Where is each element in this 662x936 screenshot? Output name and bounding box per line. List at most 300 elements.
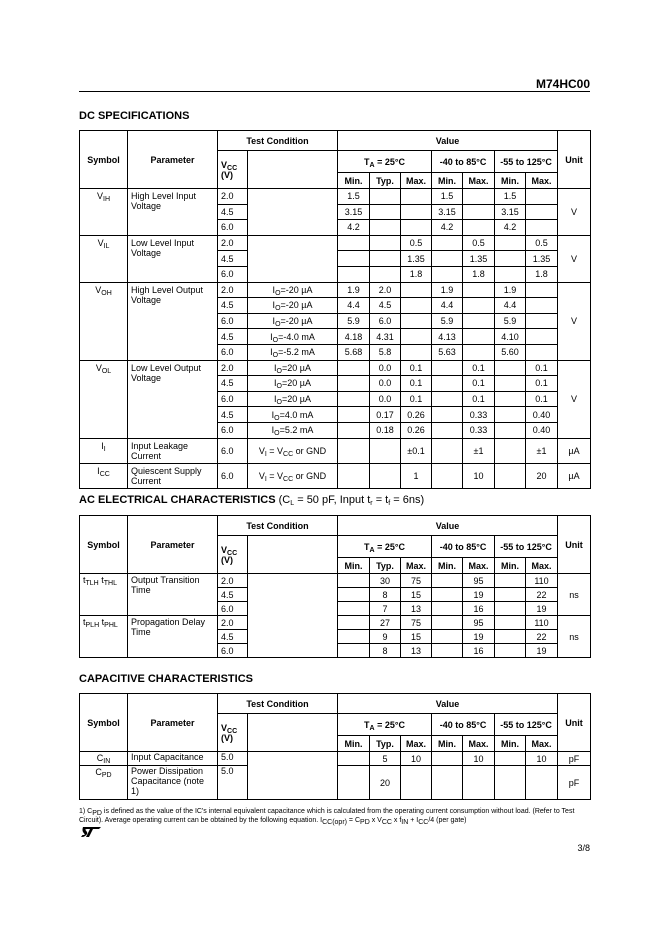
col-min-header: Min. — [495, 173, 526, 189]
vcc-cell: 6.0 — [218, 391, 248, 407]
range-125-header: -55 to 125°C — [495, 714, 558, 736]
value-cell: 15 — [401, 588, 432, 602]
parameter-cell: Input Leakage Current — [128, 438, 218, 463]
condition-cell — [248, 298, 338, 314]
value-cell: 110 — [526, 574, 558, 588]
value-cell: 1.5 — [495, 189, 526, 205]
value-cell: 5.9 — [495, 313, 526, 329]
value-cell — [432, 376, 463, 392]
cap-row — [80, 752, 591, 766]
value-cell — [370, 266, 401, 282]
parameter-header: Parameter — [128, 694, 218, 752]
condition-cell — [248, 376, 338, 392]
unit-cell: pF — [558, 766, 591, 800]
value-cell: 1.8 — [463, 266, 495, 282]
value-cell — [338, 574, 370, 588]
test-condition-header: Test Condition — [218, 131, 338, 151]
value-cell — [432, 574, 463, 588]
value-cell — [338, 588, 370, 602]
ta-label: T — [364, 541, 370, 552]
parameter-cell: Quiescent Supply Current — [128, 463, 218, 488]
unit-cell: V — [558, 235, 591, 282]
vcc-header — [218, 536, 248, 574]
condition-sub: O — [274, 414, 280, 422]
value-cell: 19 — [463, 588, 495, 602]
condition-value: =20 µA — [282, 378, 311, 389]
condition-value: =4.0 mA — [279, 409, 314, 420]
dc-row — [80, 235, 591, 251]
value-cell: 5.9 — [432, 313, 463, 329]
symbol-header: Symbol — [80, 131, 128, 189]
value-cell — [432, 360, 463, 376]
vcc-header — [218, 714, 248, 752]
unit-cell: ns — [558, 616, 591, 658]
condition-cell — [248, 189, 338, 236]
value-cell: 0.1 — [401, 376, 432, 392]
condition-sub: O — [276, 383, 282, 391]
value-cell: 4.4 — [432, 298, 463, 314]
parameter-cell: Propagation Delay Time — [128, 616, 218, 658]
value-cell — [432, 422, 463, 438]
ac-section-title — [79, 494, 424, 506]
vcc-cell: 4.5 — [218, 204, 248, 220]
parameter-cell: High Level Output Voltage — [128, 282, 218, 360]
vcc-cell: 5.0 — [218, 752, 248, 766]
value-cell: 20 — [526, 463, 558, 488]
value-cell: 0.0 — [370, 391, 401, 407]
value-cell — [495, 752, 526, 766]
symbol-sub: I — [103, 445, 106, 453]
symbol-text: V — [95, 284, 102, 295]
condition-value: or GND — [293, 445, 327, 456]
header-rule — [79, 91, 590, 92]
value-cell: ±1 — [463, 438, 495, 463]
value-cell — [526, 282, 558, 298]
value-cell: 10 — [401, 752, 432, 766]
unit-cell: V — [558, 282, 591, 360]
value-cell: 110 — [526, 616, 558, 630]
vcc-cell: 6.0 — [218, 422, 248, 438]
value-cell — [526, 220, 558, 236]
col-min-header: Min. — [432, 173, 463, 189]
value-cell — [432, 463, 463, 488]
value-cell — [495, 588, 526, 602]
value-cell — [495, 376, 526, 392]
condition-sub: I — [264, 450, 267, 458]
ac-title-text: AC ELECTRICAL CHARACTERISTICS — [79, 494, 276, 506]
value-cell — [526, 298, 558, 314]
value-cell — [338, 630, 370, 644]
symbol-text: I — [101, 440, 104, 451]
value-cell: 0.17 — [370, 407, 401, 423]
value-cell: 0.5 — [526, 235, 558, 251]
value-cell: 4.31 — [370, 329, 401, 345]
value-cell: 1.8 — [401, 266, 432, 282]
value-cell: 9 — [370, 630, 401, 644]
value-cell — [401, 329, 432, 345]
value-cell — [463, 344, 495, 360]
value-cell — [432, 235, 463, 251]
condition-text: I — [272, 300, 276, 311]
value-cell: 0.1 — [401, 391, 432, 407]
value-cell — [370, 204, 401, 220]
value-cell: 0.1 — [463, 391, 495, 407]
value-cell: 0.33 — [463, 407, 495, 423]
value-cell: 1.8 — [526, 266, 558, 282]
value-cell: 13 — [401, 644, 432, 658]
value-cell: 10 — [526, 752, 558, 766]
value-cell — [338, 407, 370, 423]
cap-section-title: CAPACITIVE CHARACTERISTICS — [79, 673, 253, 685]
condition-cell — [248, 329, 338, 345]
vcc-cell: 2.0 — [218, 360, 248, 376]
symbol-cell — [80, 752, 128, 766]
value-cell: 0.0 — [370, 376, 401, 392]
value-cell — [495, 360, 526, 376]
parameter-cell: Power Dissipation Capacitance (note 1) — [128, 766, 218, 800]
value-cell — [495, 630, 526, 644]
value-cell: 0.0 — [370, 360, 401, 376]
value-cell: 0.5 — [463, 235, 495, 251]
col-max-header: Max. — [526, 558, 558, 574]
col-max-header: Max. — [463, 736, 495, 752]
value-cell — [401, 298, 432, 314]
vcc-label: V — [221, 159, 228, 170]
vcc-sub: CC — [227, 549, 238, 557]
condition-cell — [248, 407, 338, 423]
unit-cell: pF — [558, 752, 591, 766]
col-typ-header: Typ. — [370, 736, 401, 752]
condition-value: =20 µA — [282, 394, 311, 405]
value-cell — [463, 766, 495, 800]
condition-text: I — [274, 394, 277, 405]
condition-cell — [248, 574, 338, 658]
vcc-cell: 2.0 — [218, 189, 248, 205]
vcc-cell: 4.5 — [218, 251, 248, 267]
value-cell: 3.15 — [495, 204, 526, 220]
value-cell — [401, 766, 432, 800]
col-min-header: Min. — [338, 736, 370, 752]
condition-sub: O — [272, 352, 279, 360]
value-cell — [495, 266, 526, 282]
condition-sub: O — [275, 289, 281, 297]
value-cell — [432, 438, 463, 463]
vcc-cell: 4.5 — [218, 298, 248, 314]
ta-25-header — [338, 536, 432, 558]
value-cell — [463, 204, 495, 220]
value-cell: 1 — [401, 463, 432, 488]
value-cell — [338, 251, 370, 267]
value-cell — [526, 766, 558, 800]
condition-cell — [248, 344, 338, 360]
dc-row — [80, 360, 591, 376]
value-cell — [495, 407, 526, 423]
part-number: M74HC00 — [535, 77, 590, 91]
ta-25-header — [338, 151, 432, 173]
symbol-sub: CC — [99, 470, 110, 478]
value-cell: 4.4 — [338, 298, 370, 314]
value-cell: 0.1 — [463, 360, 495, 376]
value-cell — [463, 298, 495, 314]
value-cell: 0.26 — [401, 407, 432, 423]
range-125-header: -55 to 125°C — [495, 536, 558, 558]
value-cell: 0.1 — [526, 376, 558, 392]
symbol-cell — [80, 438, 128, 463]
value-cell — [495, 251, 526, 267]
value-cell: 4.10 — [495, 329, 526, 345]
value-cell: 1.9 — [338, 282, 370, 298]
range-85-header: -40 to 85°C — [432, 151, 495, 173]
col-max-header: Max. — [401, 558, 432, 574]
condition-value: =-20 µA — [280, 300, 313, 311]
value-cell: 3.15 — [432, 204, 463, 220]
value-cell — [401, 282, 432, 298]
value-cell — [338, 235, 370, 251]
condition-cell — [248, 313, 338, 329]
value-cell — [432, 251, 463, 267]
condition-value: =5.2 mA — [279, 425, 314, 436]
vcc-cell: 6.0 — [218, 266, 248, 282]
value-cell: 22 — [526, 588, 558, 602]
condition-blank-header — [248, 536, 338, 574]
value-cell: 0.1 — [526, 391, 558, 407]
ac-test-conditions: ($C_L = 50$ pF, Input $t_r = t_f = 6ns$) — [278, 494, 425, 507]
condition-sub: CC — [283, 475, 294, 483]
ta-sub: A — [369, 724, 375, 732]
unit-cell: V — [558, 189, 591, 236]
value-cell: 15 — [401, 630, 432, 644]
value-cell — [370, 220, 401, 236]
value-cell: 5.9 — [338, 313, 370, 329]
value-cell — [495, 391, 526, 407]
value-cell: 4.2 — [495, 220, 526, 236]
parameter-cell: Input Capacitance — [128, 752, 218, 766]
unit-header: Unit — [558, 516, 591, 574]
col-max-header: Max. — [401, 173, 432, 189]
parameter-header: Parameter — [128, 131, 218, 189]
value-cell: 1.5 — [338, 189, 370, 205]
value-cell — [526, 329, 558, 345]
value-cell: 75 — [401, 616, 432, 630]
vcc-unit: (V) — [221, 169, 233, 180]
unit-cell: V — [558, 360, 591, 438]
symbol-text: t — [99, 617, 105, 627]
symbol-sub: OH — [101, 289, 112, 297]
value-cell: 5 — [370, 752, 401, 766]
value-cell — [338, 463, 370, 488]
condition-sub: O — [276, 399, 282, 407]
value-cell: 0.18 — [370, 422, 401, 438]
value-cell — [432, 602, 463, 616]
value-cell: 4.2 — [338, 220, 370, 236]
condition-sub: O — [274, 430, 280, 438]
value-cell: 20 — [370, 766, 401, 800]
condition-blank-header — [248, 714, 338, 752]
parameter-cell: High Level Input Voltage — [128, 189, 218, 236]
unit-header: Unit — [558, 694, 591, 752]
symbol-cell — [80, 189, 128, 236]
condition-value: = V — [266, 470, 284, 481]
value-cell — [401, 220, 432, 236]
condition-text: V — [258, 445, 265, 456]
condition-value: =20 µA — [282, 362, 311, 373]
dc-row — [80, 438, 591, 463]
value-cell — [370, 189, 401, 205]
symbol-cell — [80, 282, 128, 360]
vcc-cell: 5.0 — [218, 766, 248, 800]
value-cell — [526, 204, 558, 220]
ta-sub: A — [369, 161, 375, 169]
symbol-text: V — [96, 191, 103, 201]
col-min-header: Min. — [495, 736, 526, 752]
symbol-cell — [80, 766, 128, 800]
value-cell — [401, 344, 432, 360]
value-cell: 5.8 — [370, 344, 401, 360]
value-cell — [338, 360, 370, 376]
value-cell: 0.1 — [401, 360, 432, 376]
vcc-cell: 2.0 — [218, 574, 248, 588]
value-cell — [338, 422, 370, 438]
vcc-label: V — [221, 544, 228, 555]
value-cell — [495, 463, 526, 488]
value-cell — [495, 766, 526, 800]
value-cell — [432, 644, 463, 658]
value-header: Value — [338, 694, 558, 714]
condition-text: I — [271, 425, 275, 436]
value-cell: 1.9 — [495, 282, 526, 298]
col-max-header: Max. — [526, 736, 558, 752]
vcc-cell: 2.0 — [218, 616, 248, 630]
vcc-cell: 6.0 — [218, 220, 248, 236]
symbol-text: t — [83, 617, 86, 627]
ac-row — [80, 574, 591, 588]
col-min-header: Min. — [338, 173, 370, 189]
condition-text: I — [272, 284, 276, 295]
condition-value: = V — [266, 445, 284, 456]
value-cell — [495, 574, 526, 588]
value-cell: 5.60 — [495, 344, 526, 360]
unit-cell: ns — [558, 574, 591, 616]
dc-row — [80, 282, 591, 298]
unit-cell: µA — [558, 438, 591, 463]
value-cell — [401, 204, 432, 220]
symbol-sub: IH — [103, 196, 110, 203]
symbol-cell — [80, 574, 128, 616]
col-typ-header: Typ. — [370, 173, 401, 189]
value-cell: 13 — [401, 602, 432, 616]
value-cell — [432, 266, 463, 282]
value-cell: 2.0 — [370, 282, 401, 298]
value-cell: 95 — [463, 616, 495, 630]
value-cell: 19 — [463, 630, 495, 644]
value-cell — [338, 766, 370, 800]
value-cell — [463, 189, 495, 205]
symbol-sub: PLH — [85, 622, 100, 629]
symbol-header: Symbol — [80, 516, 128, 574]
vcc-cell: 4.5 — [218, 329, 248, 345]
col-min-header: Min. — [495, 558, 526, 574]
symbol-sub: PD — [101, 772, 112, 779]
value-cell — [432, 391, 463, 407]
vcc-cell: 4.5 — [218, 630, 248, 644]
value-cell: 0.1 — [526, 360, 558, 376]
symbol-cell — [80, 360, 128, 438]
value-cell: 4.13 — [432, 329, 463, 345]
test-condition-header: Test Condition — [218, 516, 338, 536]
vcc-cell: 4.5 — [218, 588, 248, 602]
cap-spec-table — [79, 693, 591, 800]
symbol-text: t — [83, 575, 86, 585]
value-cell: 0.40 — [526, 422, 558, 438]
symbol-cell — [80, 616, 128, 658]
condition-text: I — [270, 347, 273, 358]
condition-text: I — [272, 316, 276, 327]
symbol-sub: TLH — [85, 580, 99, 587]
value-cell — [401, 189, 432, 205]
condition-cell — [248, 438, 338, 463]
value-cell — [432, 752, 463, 766]
value-cell: 1.5 — [432, 189, 463, 205]
condition-value: or GND — [293, 470, 327, 481]
parameter-cell: Output Transition Time — [128, 574, 218, 616]
vcc-cell: 6.0 — [218, 602, 248, 616]
range-85-header: -40 to 85°C — [432, 714, 495, 736]
value-cell: 1.35 — [401, 251, 432, 267]
unit-header: Unit — [558, 131, 591, 189]
value-cell: 6.0 — [370, 313, 401, 329]
test-condition-header: Test Condition — [218, 694, 338, 714]
value-cell — [495, 422, 526, 438]
value-cell: 4.4 — [495, 298, 526, 314]
condition-cell — [248, 752, 338, 800]
value-cell — [338, 644, 370, 658]
value-cell — [432, 588, 463, 602]
col-typ-header: Typ. — [370, 558, 401, 574]
value-cell — [495, 438, 526, 463]
parameter-header: Parameter — [128, 516, 218, 574]
dc-spec-table — [79, 130, 591, 489]
value-cell: ±0.1 — [401, 438, 432, 463]
parameter-cell: Low Level Output Voltage — [128, 360, 218, 438]
condition-cell — [248, 282, 338, 298]
value-cell: 19 — [526, 644, 558, 658]
value-cell: 27 — [370, 616, 401, 630]
value-cell — [432, 616, 463, 630]
value-cell — [432, 630, 463, 644]
value-cell — [526, 313, 558, 329]
vcc-unit: (V) — [221, 732, 233, 743]
value-cell — [526, 344, 558, 360]
value-cell: 7 — [370, 602, 401, 616]
ta-value: = 25°C — [374, 156, 405, 167]
page-number: 3/8 — [577, 843, 590, 853]
condition-sub: I — [264, 475, 267, 483]
value-cell: 10 — [463, 463, 495, 488]
condition-sub: CC — [283, 450, 294, 458]
value-cell: 5.68 — [338, 344, 370, 360]
col-min-header: Min. — [432, 736, 463, 752]
vcc-cell: 2.0 — [218, 235, 248, 251]
symbol-text: C — [96, 753, 104, 763]
vcc-label: V — [221, 722, 228, 733]
vcc-cell: 6.0 — [218, 344, 248, 360]
value-cell: 1.9 — [432, 282, 463, 298]
vcc-unit: (V) — [221, 554, 233, 565]
value-cell: 0.40 — [526, 407, 558, 423]
value-cell — [370, 251, 401, 267]
symbol-cell — [80, 235, 128, 282]
condition-value: =-20 µA — [280, 316, 313, 327]
